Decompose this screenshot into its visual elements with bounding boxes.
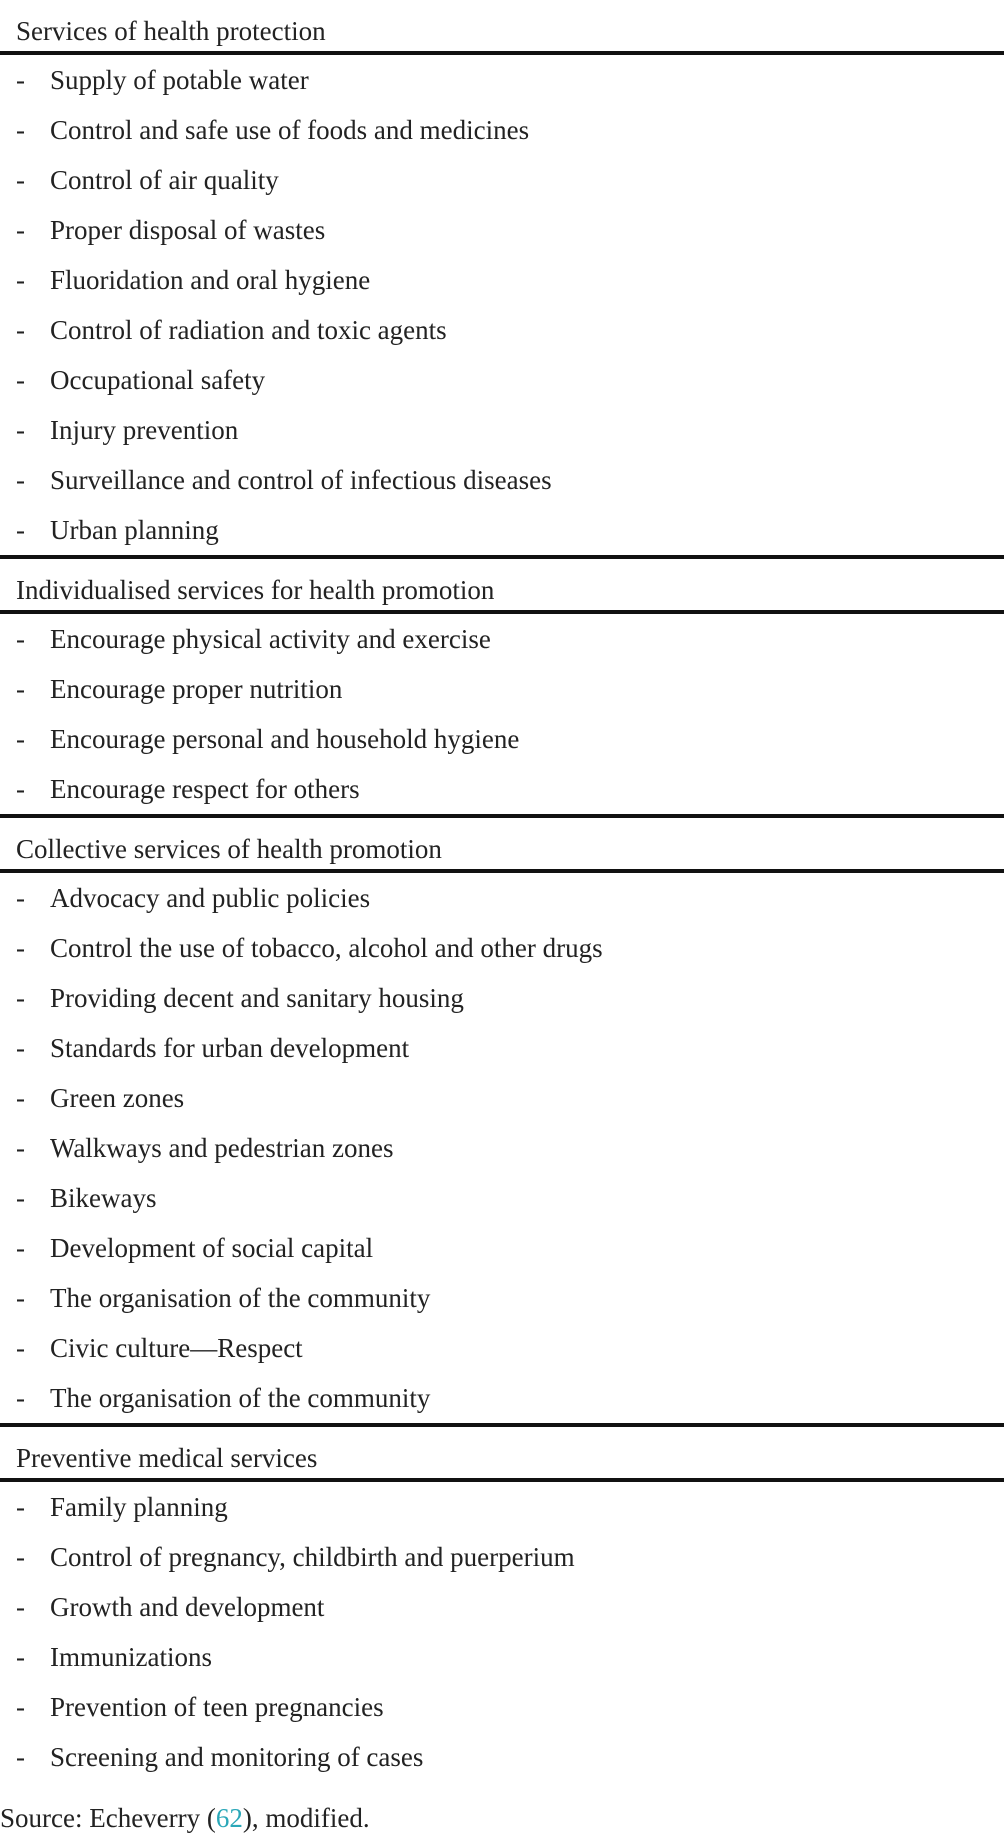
list-item <box>0 155 1004 205</box>
bullet-dash: - <box>16 1742 25 1772</box>
list-item-text: Encourage personal and household hygiene <box>50 724 520 754</box>
list-item <box>0 1173 1004 1223</box>
list-item <box>0 1123 1004 1173</box>
bullet-dash: - <box>16 1542 25 1572</box>
list-item <box>0 1682 1004 1732</box>
list-item-text: Surveillance and control of infectious diseases <box>50 465 552 495</box>
list-item <box>0 455 1004 505</box>
section-header: Collective services of health promotion <box>0 818 1004 873</box>
list-item <box>0 1732 1004 1782</box>
bullet-dash: - <box>16 1083 25 1113</box>
bullet-dash: - <box>16 674 25 704</box>
section-header: Services of health protection <box>0 0 1004 55</box>
list-item-text: Control and safe use of foods and medicines <box>50 115 530 145</box>
reference-link[interactable]: 62 <box>215 1803 243 1833</box>
source-prefix: Source: Echeverry ( <box>0 1803 216 1833</box>
list-item <box>0 923 1004 973</box>
list-item <box>0 1023 1004 1073</box>
bullet-dash: - <box>16 1383 25 1413</box>
list-item-text: Occupational safety <box>50 365 266 395</box>
bullet-dash: - <box>16 65 25 95</box>
section-individualised-promotion <box>0 559 1004 818</box>
bullet-dash: - <box>16 1333 25 1363</box>
list-item-text: Control the use of tobacco, alcohol and other drugs <box>50 933 603 963</box>
bullet-dash: - <box>16 1492 25 1522</box>
bullet-dash: - <box>16 1133 25 1163</box>
list-item-text: Encourage physical activity and exercise <box>50 624 491 654</box>
list-item <box>0 355 1004 405</box>
bullet-dash: - <box>16 415 25 445</box>
section-health-protection <box>0 0 1004 559</box>
list-item-text: Bikeways <box>50 1183 157 1213</box>
bullet-dash: - <box>16 1033 25 1063</box>
list-item-text: Advocacy and public policies <box>50 883 371 913</box>
bullet-dash: - <box>16 215 25 245</box>
list-item <box>0 764 1004 814</box>
list-item <box>0 1223 1004 1273</box>
bullet-dash: - <box>16 1592 25 1622</box>
list-item <box>0 305 1004 355</box>
list-item <box>0 55 1004 105</box>
section-body <box>0 614 1004 818</box>
list-item-text: Standards for urban development <box>50 1033 410 1063</box>
list-item-text: Prevention of teen pregnancies <box>50 1692 384 1722</box>
source-note <box>0 1796 370 1840</box>
bullet-dash: - <box>16 115 25 145</box>
bullet-dash: - <box>16 883 25 913</box>
section-collective-promotion <box>0 818 1004 1427</box>
bullet-dash: - <box>16 933 25 963</box>
list-item <box>0 255 1004 305</box>
section-preventive-medical <box>0 1427 1004 1782</box>
list-item <box>0 505 1004 555</box>
list-item <box>0 664 1004 714</box>
list-item <box>0 1532 1004 1582</box>
list-item <box>0 614 1004 664</box>
bullet-dash: - <box>16 1233 25 1263</box>
section-body <box>0 873 1004 1427</box>
list-item <box>0 105 1004 155</box>
list-item-text: Growth and development <box>50 1592 325 1622</box>
bullet-dash: - <box>16 1692 25 1722</box>
list-item <box>0 1073 1004 1123</box>
list-item-text: Family planning <box>50 1492 228 1522</box>
list-item-text: Injury prevention <box>50 415 239 445</box>
bullet-dash: - <box>16 165 25 195</box>
list-item <box>0 1273 1004 1323</box>
bullet-dash: - <box>16 774 25 804</box>
list-item-text: Supply of potable water <box>50 65 309 95</box>
list-item-text: Immunizations <box>50 1642 212 1672</box>
list-item-text: Walkways and pedestrian zones <box>50 1133 394 1163</box>
list-item-text: Civic culture—Respect <box>50 1333 303 1363</box>
list-item <box>0 405 1004 455</box>
list-item <box>0 714 1004 764</box>
list-item-text: Development of social capital <box>50 1233 374 1263</box>
list-item <box>0 873 1004 923</box>
bullet-dash: - <box>16 365 25 395</box>
section-body <box>0 55 1004 559</box>
list-item-text: Providing decent and sanitary housing <box>50 983 464 1013</box>
list-item <box>0 1373 1004 1423</box>
list-item-text: The organisation of the community <box>50 1383 431 1413</box>
list-item-text: Encourage proper nutrition <box>50 674 343 704</box>
list-item-text: Control of air quality <box>50 165 279 195</box>
list-item <box>0 1323 1004 1373</box>
list-item-text: Fluoridation and oral hygiene <box>50 265 371 295</box>
list-item <box>0 1582 1004 1632</box>
section-header: Individualised services for health promotion <box>0 559 1004 614</box>
bullet-dash: - <box>16 465 25 495</box>
bullet-dash: - <box>16 515 25 545</box>
list-item-text: Green zones <box>50 1083 185 1113</box>
section-body <box>0 1482 1004 1782</box>
bullet-dash: - <box>16 315 25 345</box>
list-item <box>0 1482 1004 1532</box>
list-item-text: Control of pregnancy, childbirth and puerperium <box>50 1542 575 1572</box>
section-header: Preventive medical services <box>0 1427 1004 1482</box>
list-item <box>0 973 1004 1023</box>
list-item-text: Encourage respect for others <box>50 774 360 804</box>
bullet-dash: - <box>16 983 25 1013</box>
list-item-text: Control of radiation and toxic agents <box>50 315 447 345</box>
source-suffix: ), modified. <box>242 1803 370 1833</box>
list-item-text: Urban planning <box>50 515 219 545</box>
list-item-text: The organisation of the community <box>50 1283 431 1313</box>
bullet-dash: - <box>16 624 25 654</box>
bullet-dash: - <box>16 265 25 295</box>
bullet-dash: - <box>16 1642 25 1672</box>
list-item <box>0 205 1004 255</box>
list-item-text: Proper disposal of wastes <box>50 215 326 245</box>
bullet-dash: - <box>16 1183 25 1213</box>
bullet-dash: - <box>16 1283 25 1313</box>
list-item-text: Screening and monitoring of cases <box>50 1742 424 1772</box>
list-item <box>0 1632 1004 1682</box>
bullet-dash: - <box>16 724 25 754</box>
